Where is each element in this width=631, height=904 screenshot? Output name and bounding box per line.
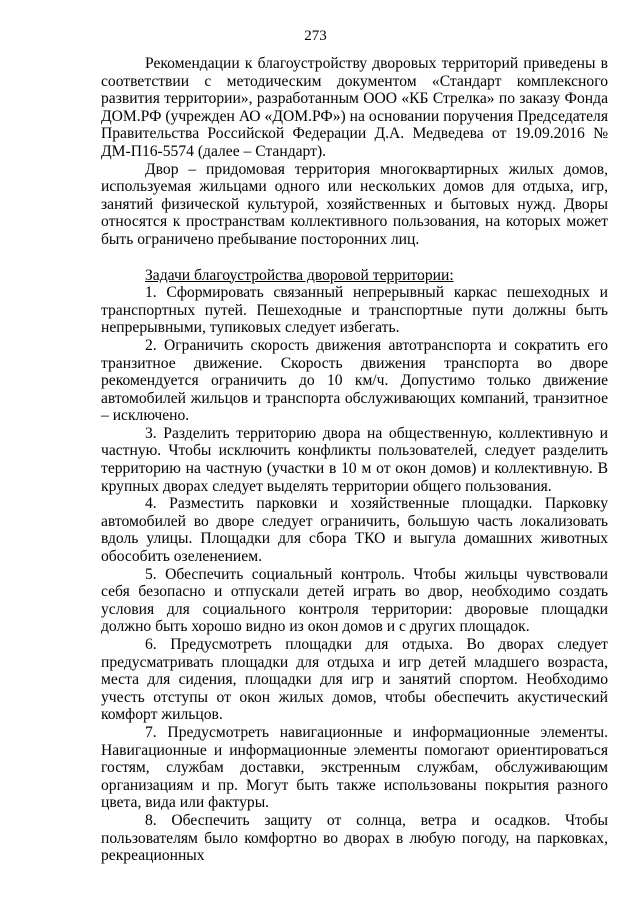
task-item-1: 1. Сформировать связанный непрерывный каркас пешеходных и транспортных путей. Пешеходные и транспортные пути должны быть непрерывными, тупиковых следует избегать. — [101, 284, 608, 337]
section-heading — [101, 267, 608, 285]
page-number: 273 — [304, 28, 327, 44]
task-item-6: 6. Предусмотреть площадки для отдыха. Во дворах следует предусматривать площадки для отдыха и игр детей младшего возраста, места для сидения, площадки для игр и занятий спортом. Необходимо учесть отступы от окон жилых домов, чтобы обеспечить акустический комфорт жильцов. — [101, 636, 608, 724]
task-item-4: 4. Разместить парковки и хозяйственные площадки. Парковку автомобилей во дворе следует ограничить, большую часть локализовать вдоль улицы. Площадки для сбора ТКО и выгула домашних животных обособить озеленением. — [101, 495, 608, 566]
section-heading-text: Задачи благоустройства дворовой территории: — [145, 266, 454, 284]
intro-paragraph-courtyard-definition: Двор – придомовая территория многоквартирных жилых домов, используемая жильцами одного или нескольких домов для отдыха, игр, занятий физической культурой, хозяйственных и бытовых нужд. Дворы относятся к пространствам коллективного пользования, на которых может быть ограничено пребывание посторонних лиц. — [101, 160, 608, 248]
task-item-5: 5. Обеспечить социальный контроль. Чтобы жильцы чувствовали себя безопасно и отпускали детей играть во двор, необходимо создать условия для социального контроля территории: дворовые площадки должно быть хорошо видно из окон домов и с других площадок. — [101, 565, 608, 636]
document-body — [101, 55, 608, 865]
intro-paragraph-standard: Рекомендации к благоустройству дворовых территорий приведены в соответствии с методическим документом «Стандарт комплексного развития территории», разработанным ООО «КБ Стрелка» по заказу Фонда ДОМ.РФ (учрежден АО «ДОМ.РФ») на основании поручения Председателя Правительства Российской Федерации Д.А. Медведева от 19.09.2016 № ДМ-П16-5574 (далее – Стандарт). — [101, 55, 608, 160]
task-item-2: 2. Ограничить скорость движения автотранспорта и сократить его транзитное движение. Скорость движения транспорта во дворе рекомендуется ограничить до 10 км/ч. Допустимо только движение автомобилей жильцов и транспорта обслуживающих компаний, транзитное – исключено. — [101, 336, 608, 425]
task-item-7: 7. Предусмотреть навигационные и информационные элементы. Навигационные и информационные элементы помогают ориентироваться гостям, службам доставки, экстренным службам, обслуживающим организациям и пр. Могут быть также использованы покрытия разного цвета, вида или фактуры. — [101, 723, 608, 812]
task-item-8: 8. Обеспечить защиту от солнца, ветра и осадков. Чтобы пользователям было комфортно во дворах в любую погоду, на парковках, рекреационных — [101, 811, 608, 865]
task-item-3: 3. Разделить территорию двора на общественную, коллективную и частную. Чтобы исключить конфликты пользователей, следует разделить территорию на частную (участки в 10 м от окон домов) и коллективную. В крупных дворах следует выделять территории общего пользования. — [101, 424, 608, 495]
